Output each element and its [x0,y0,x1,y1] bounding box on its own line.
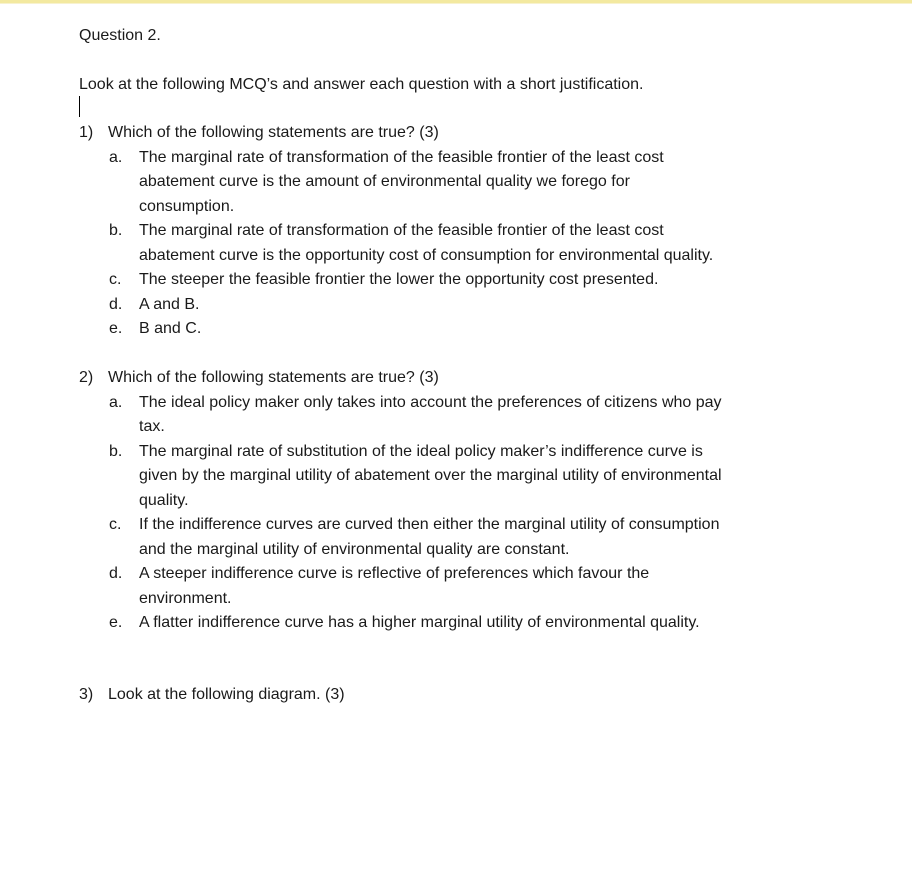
option-text-line: quality. [139,491,189,509]
intro-text[interactable]: Look at the following MCQ’s and answer each question with a short justification. [79,76,644,93]
option-letter: e. [109,614,123,631]
option-letter: c. [109,271,122,288]
option-letter: e. [109,320,123,337]
question-1 [79,121,879,342]
option-text-line: given by the marginal utility of abatement over the marginal utility of environmental [139,467,722,484]
option-text-line: The marginal rate of transformation of the feasible frontier of the least cost [139,222,664,239]
option-a [79,146,879,220]
question-number: 2) [79,369,94,386]
option-letter: d. [109,295,123,313]
option-text-line: B and C. [139,320,202,337]
option-text-line: The ideal policy maker only takes into account the preferences of citizens who pay [139,393,722,411]
option-text-line: abatement curve is the amount of environmental quality we forego for [139,173,630,190]
question-title: Question 2. [79,27,161,44]
option-b [79,219,879,268]
option-a [79,391,879,440]
question-text: Which of the following statements are true? (3) [108,369,439,386]
option-text-line: A flatter indifference curve has a higher marginal utility of environmental quality. [139,614,700,631]
option-letter: b. [109,222,123,239]
option-text-line: A and B. [139,295,200,313]
option-text-line: and the marginal utility of environmental quality are constant. [139,540,570,558]
option-text-line: The steeper the feasible frontier the lower the opportunity cost presented. [139,271,659,288]
option-text-line: If the indifference curves are curved then either the marginal utility of consumption [139,516,720,533]
option-e [79,317,879,342]
option-b [79,440,879,514]
option-d [79,562,879,611]
question-text: Look at the following diagram. (3) [108,686,345,703]
option-text-line: environment. [139,589,232,607]
option-c [79,268,879,293]
option-letter: b. [109,442,123,460]
option-text-line: tax. [139,418,165,435]
question-number: 3) [79,686,94,703]
option-letter: d. [109,565,123,582]
question-3 [79,683,879,708]
question-text: Which of the following statements are true? (3) [108,124,439,141]
option-c [79,513,879,562]
option-d [79,293,879,318]
option-letter: a. [109,393,123,411]
page-top-border [0,0,912,4]
text-cursor [79,96,80,117]
option-text-line: A steeper indifference curve is reflective of preferences which favour the [139,565,650,582]
option-letter: c. [109,516,122,533]
option-e [79,611,879,636]
option-text-line: abatement curve is the opportunity cost of consumption for environmental quality. [139,246,714,264]
option-letter: a. [109,148,123,166]
question-2 [79,366,879,636]
option-text-line: The marginal rate of transformation of the feasible frontier of the least cost [139,148,664,166]
option-text-line: consumption. [139,197,235,215]
question-number: 1) [79,124,94,141]
option-text-line: The marginal rate of substitution of the ideal policy maker’s indifference curve is [139,442,703,460]
